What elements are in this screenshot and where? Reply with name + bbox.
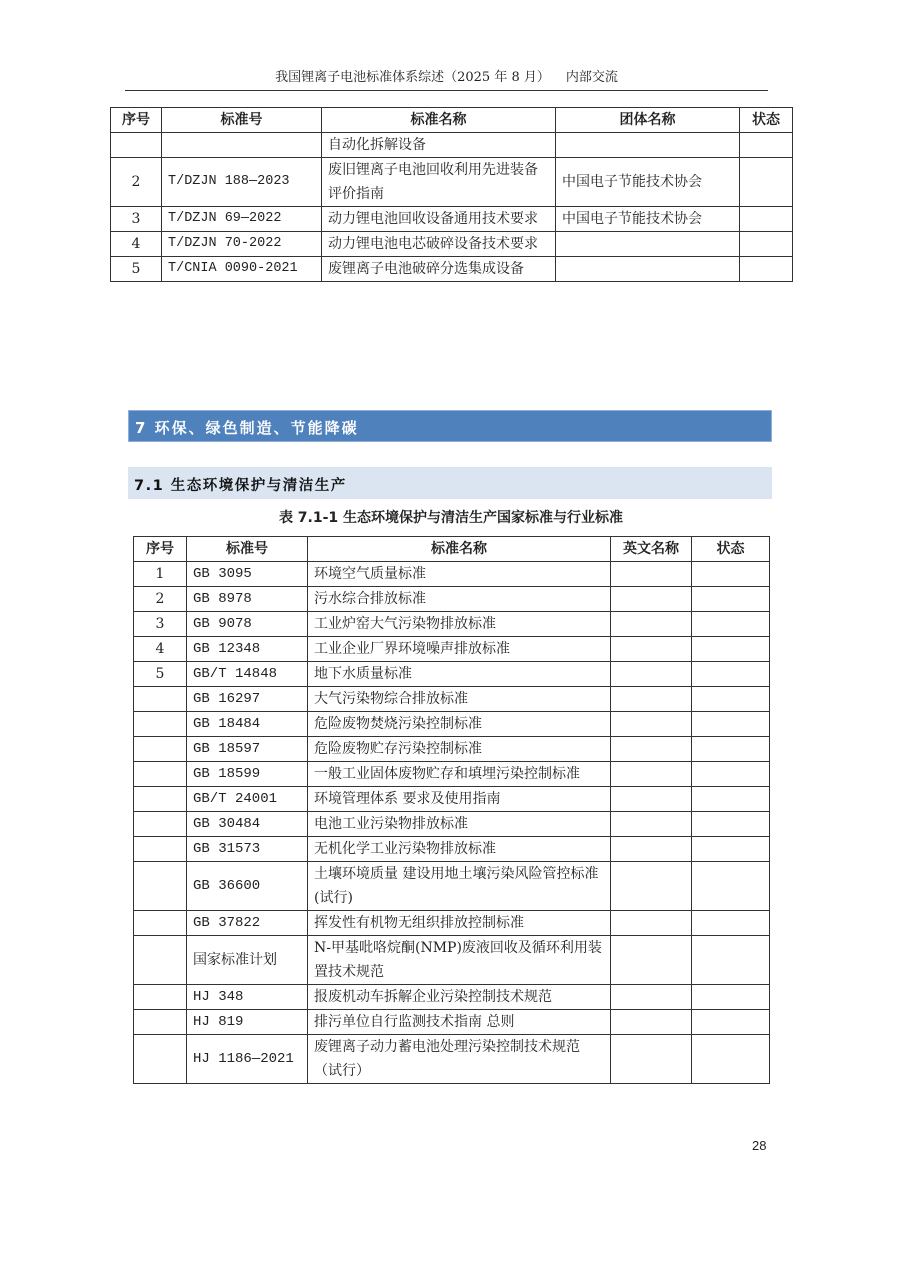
english-name-cell [611, 837, 692, 862]
status-cell [692, 637, 770, 662]
standard-name-cell: 工业炉窑大气污染物排放标准 [308, 612, 611, 637]
standard-name-cell: 大气污染物综合排放标准 [308, 687, 611, 712]
standard-name-cell: 危险废物焚烧污染控制标准 [308, 712, 611, 737]
row-number-cell: 3 [134, 612, 187, 637]
column-header: 标准名称 [322, 108, 556, 133]
standard-name-cell: 废旧锂离子电池回收利用先进装备评价指南 [322, 158, 556, 207]
table-row [134, 562, 770, 587]
standard-name-cell: 环境管理体系 要求及使用指南 [308, 787, 611, 812]
organization-name-cell: 中国电子节能技术协会 [556, 207, 740, 232]
standard-code-cell: GB 3095 [187, 562, 308, 587]
standard-name-cell: 报废机动车拆解企业污染控制技术规范 [308, 985, 611, 1010]
status-cell [692, 936, 770, 985]
english-name-cell [611, 1010, 692, 1035]
status-cell [692, 762, 770, 787]
status-cell [692, 787, 770, 812]
row-number-cell: 4 [134, 637, 187, 662]
english-name-cell [611, 687, 692, 712]
standard-code-cell: T/DZJN 69—2022 [162, 207, 322, 232]
status-cell [692, 562, 770, 587]
table-row [134, 687, 770, 712]
standard-name-cell: 废锂离子动力蓄电池处理污染控制技术规范（试行） [308, 1035, 611, 1084]
row-number-cell: 5 [111, 257, 162, 282]
english-name-cell [611, 1035, 692, 1084]
row-number-cell [111, 133, 162, 158]
standard-code-cell: GB 36600 [187, 862, 308, 911]
table-row [134, 612, 770, 637]
status-cell [692, 911, 770, 936]
table-row [111, 133, 793, 158]
row-number-cell [134, 762, 187, 787]
status-cell [692, 1035, 770, 1084]
header-divider [125, 90, 768, 91]
row-number-cell [134, 737, 187, 762]
english-name-cell [611, 587, 692, 612]
english-name-cell [611, 737, 692, 762]
table-row [134, 837, 770, 862]
standard-code-cell: T/DZJN 188—2023 [162, 158, 322, 207]
standard-name-cell: 工业企业厂界环境噪声排放标准 [308, 637, 611, 662]
standard-code-cell: GB 30484 [187, 812, 308, 837]
column-header: 状态 [740, 108, 793, 133]
standard-name-cell: 动力锂电池回收设备通用技术要求 [322, 207, 556, 232]
standard-code-cell: HJ 348 [187, 985, 308, 1010]
group-standards-table [110, 107, 793, 282]
english-name-cell [611, 612, 692, 637]
standard-name-cell: 电池工业污染物排放标准 [308, 812, 611, 837]
header-note: 内部交流 [565, 70, 618, 85]
row-number-cell [134, 936, 187, 985]
row-number-cell [134, 712, 187, 737]
status-cell [692, 862, 770, 911]
table-row [134, 637, 770, 662]
status-cell [692, 837, 770, 862]
standard-name-cell: 废锂离子电池破碎分选集成设备 [322, 257, 556, 282]
standard-code-cell: GB 9078 [187, 612, 308, 637]
status-cell [692, 1010, 770, 1035]
standard-code-cell: GB 12348 [187, 637, 308, 662]
standard-name-cell: 挥发性有机物无组织排放控制标准 [308, 911, 611, 936]
column-header: 标准名称 [308, 537, 611, 562]
column-header: 团体名称 [556, 108, 740, 133]
english-name-cell [611, 712, 692, 737]
status-cell [740, 257, 793, 282]
organization-name-cell: 中国电子节能技术协会 [556, 158, 740, 207]
standard-code-cell: GB 31573 [187, 837, 308, 862]
column-header: 英文名称 [611, 537, 692, 562]
standard-name-cell: 污水综合排放标准 [308, 587, 611, 612]
english-name-cell [611, 637, 692, 662]
status-cell [692, 737, 770, 762]
standard-name-cell: 无机化学工业污染物排放标准 [308, 837, 611, 862]
header-title: 我国锂离子电池标准体系综述（2025 年 8 月） [275, 70, 550, 85]
standard-code-cell: 国家标准计划 [187, 936, 308, 985]
running-header [125, 66, 768, 85]
organization-name-cell [556, 133, 740, 158]
table-row [111, 232, 793, 257]
status-cell [740, 133, 793, 158]
status-cell [692, 662, 770, 687]
row-number-cell: 1 [134, 562, 187, 587]
table-row [134, 1010, 770, 1035]
status-cell [692, 812, 770, 837]
standard-code-cell: GB 18599 [187, 762, 308, 787]
standard-name-cell: 地下水质量标准 [308, 662, 611, 687]
standard-name-cell: 环境空气质量标准 [308, 562, 611, 587]
column-header: 标准号 [162, 108, 322, 133]
column-header: 标准号 [187, 537, 308, 562]
table-row [134, 911, 770, 936]
row-number-cell [134, 1035, 187, 1084]
row-number-cell [134, 687, 187, 712]
standard-name-cell: 自动化拆解设备 [322, 133, 556, 158]
row-number-cell [134, 911, 187, 936]
column-header: 序号 [134, 537, 187, 562]
environmental-standards-table [133, 536, 770, 1084]
standard-code-cell [162, 133, 322, 158]
english-name-cell [611, 787, 692, 812]
standard-code-cell: HJ 1186—2021 [187, 1035, 308, 1084]
row-number-cell [134, 837, 187, 862]
status-cell [692, 587, 770, 612]
standard-name-cell: 排污单位自行监测技术指南 总则 [308, 1010, 611, 1035]
column-header: 状态 [692, 537, 770, 562]
row-number-cell: 4 [111, 232, 162, 257]
standard-code-cell: GB/T 24001 [187, 787, 308, 812]
section-7-1-heading [128, 467, 772, 499]
status-cell [692, 985, 770, 1010]
standard-code-cell: HJ 819 [187, 1010, 308, 1035]
table-caption: 表 7.1-1 生态环境保护与清洁生产国家标准与行业标准 [278, 510, 624, 526]
standard-code-cell: GB/T 14848 [187, 662, 308, 687]
section-7-1-title: 7.1 生态环境保护与清洁生产 [134, 478, 347, 494]
table-row [111, 158, 793, 207]
status-cell [740, 158, 793, 207]
row-number-cell [134, 862, 187, 911]
standard-name-cell: 危险废物贮存污染控制标准 [308, 737, 611, 762]
english-name-cell [611, 936, 692, 985]
table-row [111, 207, 793, 232]
table-row [134, 662, 770, 687]
standard-name-cell: 动力锂电池电芯破碎设备技术要求 [322, 232, 556, 257]
standard-name-cell: 一般工业固体废物贮存和填埋污染控制标准 [308, 762, 611, 787]
page-number: 28 [752, 1138, 767, 1153]
standard-code-cell: GB 8978 [187, 587, 308, 612]
table-row [111, 257, 793, 282]
standard-code-cell: GB 37822 [187, 911, 308, 936]
table-row [134, 762, 770, 787]
table-row [134, 862, 770, 911]
english-name-cell [611, 911, 692, 936]
english-name-cell [611, 662, 692, 687]
status-cell [692, 612, 770, 637]
table-row [134, 712, 770, 737]
table-row [134, 936, 770, 985]
standard-code-cell: T/DZJN 70-2022 [162, 232, 322, 257]
row-number-cell: 2 [111, 158, 162, 207]
section-7-title: 7 环保、绿色制造、节能降碳 [135, 419, 359, 437]
english-name-cell [611, 862, 692, 911]
standard-name-cell: 土壤环境质量 建设用地土壤污染风险管控标准(试行) [308, 862, 611, 911]
table-row [134, 587, 770, 612]
column-header: 序号 [111, 108, 162, 133]
status-cell [740, 232, 793, 257]
table-row [134, 737, 770, 762]
status-cell [692, 687, 770, 712]
english-name-cell [611, 762, 692, 787]
english-name-cell [611, 812, 692, 837]
status-cell [692, 712, 770, 737]
english-name-cell [611, 985, 692, 1010]
row-number-cell: 3 [111, 207, 162, 232]
standard-code-cell: GB 16297 [187, 687, 308, 712]
standard-code-cell: GB 18597 [187, 737, 308, 762]
standard-code-cell: GB 18484 [187, 712, 308, 737]
status-cell [740, 207, 793, 232]
row-number-cell [134, 1010, 187, 1035]
row-number-cell [134, 812, 187, 837]
english-name-cell [611, 562, 692, 587]
standard-code-cell: T/CNIA 0090-2021 [162, 257, 322, 282]
row-number-cell [134, 985, 187, 1010]
standard-name-cell: N-甲基吡咯烷酮(NMP)废液回收及循环利用装置技术规范 [308, 936, 611, 985]
organization-name-cell [556, 257, 740, 282]
table-row [134, 812, 770, 837]
table-row [134, 985, 770, 1010]
section-7-heading [128, 410, 772, 442]
organization-name-cell [556, 232, 740, 257]
row-number-cell: 2 [134, 587, 187, 612]
row-number-cell: 5 [134, 662, 187, 687]
row-number-cell [134, 787, 187, 812]
table-row [134, 787, 770, 812]
table-row [134, 1035, 770, 1084]
